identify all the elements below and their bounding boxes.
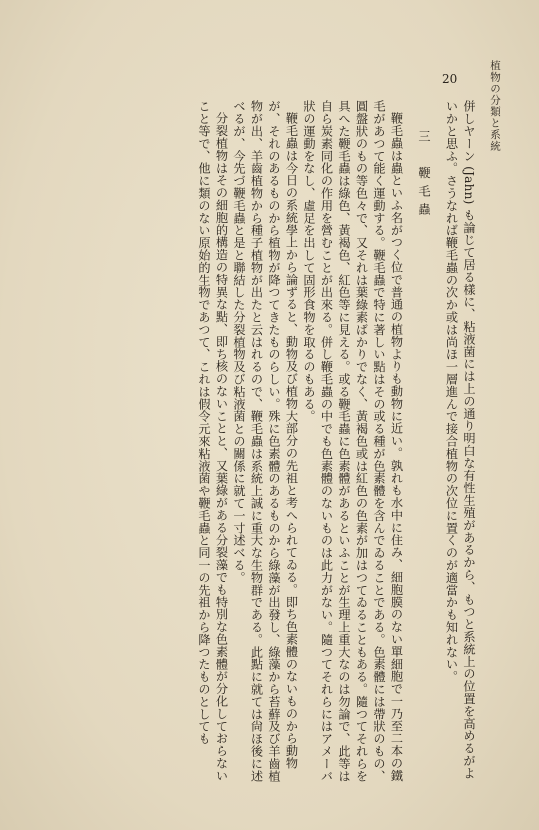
page-number: 20	[442, 72, 458, 86]
paragraph: 分裂植物はその細胞的構造の特異な點、即ち核のないことと、又葉綠がある分裂藻でも特別な色素體が分化しておらないこと等で、他に類のない原始的生物であつて、これは假令元來粘液菌や鞭毛蟲と同一の先祖から降つたものとしても	[197, 100, 229, 782]
paragraph: 鞭毛蟲は蟲といふ名がつく位で普通の植物よりも動物に近い。孰れも水中に住み、細胞膜のない單細胞で一乃至二本の鐵毛があつて能く運動する。鞭毛蟲で特に著しい點はその或る種が色素體を含んでゐることである。色素體には帶狀のもの、圓盤狀のもの等色々で、又それは葉綠素ばかりでなく、黃褐色或は紅色の色素が加はつてゐることもある。隨つてそれらを具へた鞭毛蟲は綠色、黃褐色、紅色等に見える。或る鞭毛蟲に色素體があるといふことが生理上重大なのは勿論で、此等は自ら炭素同化の作用を營むことが出來る。併し鞭毛蟲の中でも色素體のないものは此力がない。隨つてそれらにはアメーバ狀の運動をなし、虛足を出して固形食物を取るのもある。	[302, 100, 404, 782]
running-head: 植物の分類と系統	[489, 60, 501, 152]
body-text	[47, 100, 477, 790]
paragraph: 鞭毛蟲は今日の系統學上から論ずると、動物及び植物大部分の先祖と考へられてゐる。即ち色素體のないものから動物が、それのあるものから植物が降つてきたものらしい。殊に色素體のあるものから綠藻が出發し、綠藻から苔蘚及び羊齒植物が出、羊齒植物から種子植物が出たと云はれるので、鞭毛蟲は系統上誠に重大な生物群である。此點に就ては尙ほ後に述べるが、今先づ鞭毛蟲と是と聯結した分裂植物及び粘液菌との關係に就て一寸述べる。	[232, 100, 299, 782]
paragraph-continued: 併しヤーン (Jahn) も論じて居る樣に、粘液菌には上の通り明白な有性生殖があるから、もつと系統上の位置を高めるがよいかと思ふ。さうなれば鞭毛蟲の次か或は尚ほ一層進んで接合植物の次位に置くのが適當かも知れない。	[444, 100, 476, 780]
section-heading: 三 鞭毛蟲	[417, 130, 431, 221]
